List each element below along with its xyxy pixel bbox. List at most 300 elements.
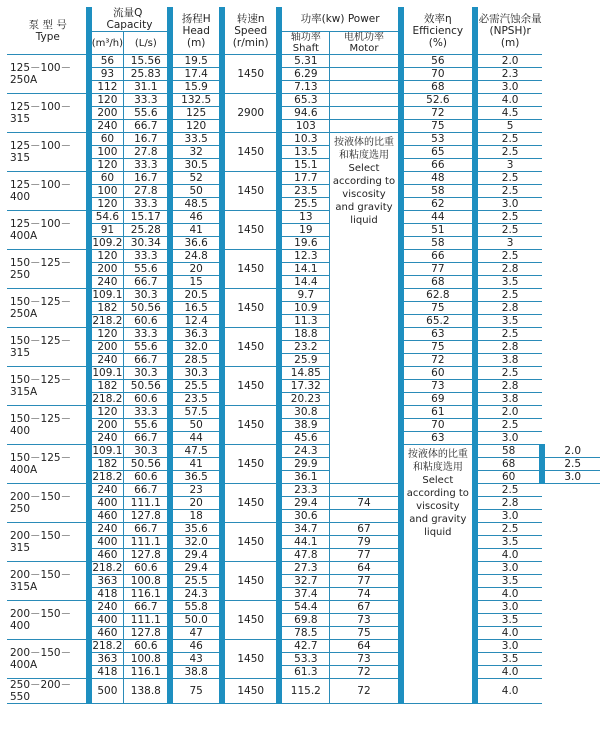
npsh-cell: 2.8 bbox=[475, 497, 542, 510]
efficiency-cell: 44 bbox=[401, 211, 475, 224]
speed-cell: 1450 bbox=[222, 172, 279, 211]
pump-type-cell: 150－125－315 bbox=[7, 328, 89, 367]
table-row bbox=[7, 458, 600, 471]
efficiency-cell: 62 bbox=[401, 198, 475, 211]
efficiency-cell: 79 bbox=[330, 536, 401, 549]
npsh-cell: 4.0 bbox=[475, 94, 542, 107]
head-cell: 25.5 bbox=[170, 380, 222, 393]
npsh-cell: 3.8 bbox=[475, 393, 542, 406]
header-npsh bbox=[475, 7, 542, 55]
capacity-ls-cell: 55.6 bbox=[124, 341, 171, 354]
pump-type-cell: 150－125－400 bbox=[7, 406, 89, 445]
head-cell: 36.3 bbox=[170, 328, 222, 341]
table-row bbox=[7, 302, 600, 315]
efficiency-cell: 72 bbox=[330, 679, 401, 704]
speed-cell: 1450 bbox=[222, 133, 279, 172]
motor-note-line: according to bbox=[332, 176, 396, 187]
pump-type-cell: 125－100－400A bbox=[7, 211, 89, 250]
table-row bbox=[7, 549, 600, 562]
shaft-power-cell: 11.3 bbox=[279, 315, 329, 328]
efficiency-cell: 66 bbox=[401, 159, 475, 172]
head-cell: 52 bbox=[170, 172, 222, 185]
capacity-ls-cell: 55.6 bbox=[124, 263, 171, 276]
header-speed-en: Speed bbox=[234, 24, 268, 37]
capacity-ls-cell: 66.7 bbox=[124, 276, 171, 289]
capacity-ls-cell: 66.7 bbox=[124, 354, 171, 367]
pump-type-cell: 125－100－400 bbox=[7, 172, 89, 211]
shaft-power-cell: 5.31 bbox=[279, 55, 329, 68]
npsh-cell: 3.0 bbox=[475, 640, 542, 653]
efficiency-cell: 73 bbox=[330, 653, 401, 666]
table-row bbox=[7, 224, 600, 237]
capacity-m3h-cell: 418 bbox=[89, 666, 124, 679]
header-speed bbox=[222, 7, 279, 55]
header-type-en: Type bbox=[35, 30, 60, 43]
shaft-power-cell: 12.3 bbox=[279, 250, 329, 263]
efficiency-cell bbox=[330, 510, 401, 523]
table-row bbox=[7, 55, 600, 68]
header-head-cn: 扬程H bbox=[181, 12, 211, 25]
table-row bbox=[7, 198, 600, 211]
shaft-power-cell: 44.1 bbox=[279, 536, 329, 549]
shaft-power-cell: 17.7 bbox=[279, 172, 329, 185]
capacity-m3h-cell: 100 bbox=[89, 146, 124, 159]
speed-cell: 1450 bbox=[222, 679, 279, 704]
npsh-cell: 3.0 bbox=[475, 510, 542, 523]
shaft-power-cell: 30.8 bbox=[279, 406, 329, 419]
head-cell: 46 bbox=[170, 211, 222, 224]
shaft-power-cell: 61.3 bbox=[279, 666, 329, 679]
pump-type-cell: 150－125－315A bbox=[7, 367, 89, 406]
head-cell: 18 bbox=[170, 510, 222, 523]
table-row bbox=[7, 211, 600, 224]
efficiency-cell: 53 bbox=[401, 133, 475, 146]
capacity-m3h-cell: 200 bbox=[89, 419, 124, 432]
npsh-cell: 2.8 bbox=[475, 341, 542, 354]
header-eff-cn: 效率η bbox=[424, 12, 452, 25]
shaft-power-cell: 37.4 bbox=[279, 588, 329, 601]
npsh-cell: 3 bbox=[475, 159, 542, 172]
table-row bbox=[7, 445, 600, 458]
pump-type-cell: 125－100－315 bbox=[7, 94, 89, 133]
table-row bbox=[7, 263, 600, 276]
motor-note-line: 和粘度选用 bbox=[338, 150, 389, 161]
table-row bbox=[7, 237, 600, 250]
table-row bbox=[7, 432, 600, 445]
speed-cell: 1450 bbox=[222, 367, 279, 406]
capacity-ls-cell: 66.7 bbox=[124, 432, 171, 445]
capacity-m3h-cell: 112 bbox=[89, 81, 124, 94]
motor-power-cell bbox=[330, 107, 401, 120]
speed-cell: 1450 bbox=[222, 445, 279, 484]
header-power: 功率(kw) Power bbox=[279, 7, 400, 32]
capacity-ls-cell: 30.3 bbox=[124, 367, 171, 380]
shaft-power-cell: 69.8 bbox=[279, 614, 329, 627]
npsh-cell: 3.0 bbox=[475, 81, 542, 94]
capacity-ls-cell: 33.3 bbox=[124, 328, 171, 341]
npsh-cell: 2.8 bbox=[475, 380, 542, 393]
head-cell: 33.5 bbox=[170, 133, 222, 146]
shaft-power-cell: 7.13 bbox=[279, 81, 329, 94]
efficiency-cell: 61 bbox=[401, 406, 475, 419]
capacity-ls-cell: 25.28 bbox=[124, 224, 171, 237]
head-cell: 44 bbox=[170, 432, 222, 445]
head-cell: 50 bbox=[170, 419, 222, 432]
shaft-power-cell: 47.8 bbox=[279, 549, 329, 562]
pump-type-cell: 150－125－400A bbox=[7, 445, 89, 484]
capacity-ls-cell: 30.3 bbox=[124, 445, 171, 458]
npsh-cell: 3.8 bbox=[475, 354, 542, 367]
efficiency-cell bbox=[330, 484, 401, 497]
capacity-m3h-cell: 460 bbox=[89, 627, 124, 640]
motor-note-line: and gravity bbox=[335, 202, 393, 213]
capacity-ls-cell: 66.7 bbox=[124, 523, 171, 536]
header-speed-unit: (r/min) bbox=[232, 36, 269, 49]
capacity-m3h-cell: 240 bbox=[89, 120, 124, 133]
capacity-ls-cell: 31.1 bbox=[124, 81, 171, 94]
speed-cell: 1450 bbox=[222, 250, 279, 289]
efficiency-cell: 70 bbox=[401, 68, 475, 81]
capacity-ls-cell: 111.1 bbox=[124, 536, 171, 549]
speed-cell: 1450 bbox=[222, 55, 279, 94]
efficiency-cell: 73 bbox=[401, 380, 475, 393]
efficiency-cell: 62.8 bbox=[401, 289, 475, 302]
header-head-unit: (m) bbox=[186, 36, 206, 49]
header-shaft-cn: 轴功率 bbox=[290, 32, 321, 43]
head-cell: 19.5 bbox=[170, 55, 222, 68]
capacity-m3h-cell: 109.1 bbox=[89, 445, 124, 458]
table-row bbox=[7, 380, 600, 393]
header-eff-unit: (%) bbox=[428, 36, 447, 49]
header-capacity-en: Capacity bbox=[106, 19, 153, 31]
efficiency-cell: 72 bbox=[401, 354, 475, 367]
pump-type-cell: 200－150－400 bbox=[7, 601, 89, 640]
shaft-power-cell: 20.23 bbox=[279, 393, 329, 406]
capacity-m3h-cell: 200 bbox=[89, 341, 124, 354]
efficiency-cell: 63 bbox=[401, 432, 475, 445]
npsh-cell: 2.5 bbox=[475, 211, 542, 224]
efficiency-cell: 75 bbox=[401, 341, 475, 354]
head-cell: 38.8 bbox=[170, 666, 222, 679]
speed-cell: 1450 bbox=[222, 640, 279, 679]
table-row bbox=[7, 523, 600, 536]
capacity-m3h-cell: 120 bbox=[89, 406, 124, 419]
table-row bbox=[7, 640, 600, 653]
head-cell: 28.5 bbox=[170, 354, 222, 367]
table-row bbox=[7, 107, 600, 120]
shaft-power-cell: 23.3 bbox=[279, 484, 329, 497]
capacity-m3h-cell: 109.1 bbox=[89, 367, 124, 380]
table-row bbox=[7, 328, 600, 341]
head-cell: 12.4 bbox=[170, 315, 222, 328]
shaft-power-cell: 17.32 bbox=[279, 380, 329, 393]
efficiency-cell: 72 bbox=[401, 107, 475, 120]
head-cell: 15.9 bbox=[170, 81, 222, 94]
capacity-m3h-cell: 400 bbox=[89, 536, 124, 549]
efficiency-cell: 77 bbox=[401, 263, 475, 276]
efficiency-cell: 58 bbox=[475, 445, 542, 458]
table-row bbox=[7, 341, 600, 354]
capacity-m3h-cell: 240 bbox=[89, 432, 124, 445]
capacity-m3h-cell: 363 bbox=[89, 575, 124, 588]
capacity-m3h-cell: 120 bbox=[89, 94, 124, 107]
table-body bbox=[7, 55, 600, 704]
capacity-ls-cell: 60.6 bbox=[124, 315, 171, 328]
capacity-m3h-cell: 460 bbox=[89, 549, 124, 562]
table-row bbox=[7, 185, 600, 198]
header-eff-en: Efficiency bbox=[412, 24, 464, 37]
header-motor-cn: 电机功率 bbox=[343, 32, 384, 43]
header-capacity-unit1: (m³/h) bbox=[89, 32, 124, 55]
speed-cell: 1450 bbox=[222, 484, 279, 523]
capacity-m3h-cell: 200 bbox=[89, 107, 124, 120]
shaft-power-cell: 53.3 bbox=[279, 653, 329, 666]
header-motor bbox=[330, 32, 401, 55]
pump-type-cell: 125－100－315 bbox=[7, 133, 89, 172]
motor-note-line: liquid bbox=[424, 527, 452, 538]
shaft-power-cell: 23.2 bbox=[279, 341, 329, 354]
capacity-ls-cell: 138.8 bbox=[124, 679, 171, 704]
capacity-ls-cell: 100.8 bbox=[124, 575, 171, 588]
table-row bbox=[7, 406, 600, 419]
header-npsh-unit: (m) bbox=[500, 36, 520, 49]
npsh-cell: 2.5 bbox=[475, 484, 542, 497]
pump-type-cell: 200－150－315A bbox=[7, 562, 89, 601]
shaft-power-cell: 24.3 bbox=[279, 445, 329, 458]
shaft-power-cell: 115.2 bbox=[279, 679, 329, 704]
capacity-ls-cell: 127.8 bbox=[124, 627, 171, 640]
table-row bbox=[7, 575, 600, 588]
capacity-ls-cell: 15.17 bbox=[124, 211, 171, 224]
capacity-ls-cell: 50.56 bbox=[124, 302, 171, 315]
table-row bbox=[7, 250, 600, 263]
capacity-m3h-cell: 60 bbox=[89, 172, 124, 185]
npsh-cell: 3.5 bbox=[475, 276, 542, 289]
npsh-cell: 2.5 bbox=[475, 328, 542, 341]
capacity-ls-cell: 30.34 bbox=[124, 237, 171, 250]
capacity-ls-cell: 111.1 bbox=[124, 614, 171, 627]
head-cell: 47.5 bbox=[170, 445, 222, 458]
header-npsh-en: (NPSH)r bbox=[489, 24, 531, 37]
head-cell: 132.5 bbox=[170, 94, 222, 107]
pump-type-cell: 125－100－250A bbox=[7, 55, 89, 94]
efficiency-cell: 74 bbox=[330, 588, 401, 601]
head-cell: 46 bbox=[170, 640, 222, 653]
head-cell: 30.5 bbox=[170, 159, 222, 172]
capacity-ls-cell: 50.56 bbox=[124, 380, 171, 393]
npsh-cell: 3.5 bbox=[475, 315, 542, 328]
header-capacity-cn: 流量Q bbox=[113, 7, 143, 19]
head-cell: 57.5 bbox=[170, 406, 222, 419]
efficiency-cell: 67 bbox=[330, 523, 401, 536]
shaft-power-cell: 10.9 bbox=[279, 302, 329, 315]
npsh-cell: 2.0 bbox=[475, 406, 542, 419]
efficiency-cell: 66 bbox=[401, 250, 475, 263]
npsh-cell: 4.0 bbox=[475, 666, 542, 679]
shaft-power-cell: 25.5 bbox=[279, 198, 329, 211]
efficiency-cell: 56 bbox=[401, 55, 475, 68]
efficiency-cell: 60 bbox=[475, 471, 542, 484]
npsh-cell: 3.0 bbox=[475, 432, 542, 445]
header-capacity bbox=[89, 7, 171, 32]
pump-type-cell: 250－200－550 bbox=[7, 679, 89, 704]
head-cell: 24.8 bbox=[170, 250, 222, 263]
motor-power-cell bbox=[330, 81, 401, 94]
capacity-m3h-cell: 109.2 bbox=[89, 237, 124, 250]
table-row bbox=[7, 68, 600, 81]
header-speed-cn: 转速n bbox=[236, 12, 265, 25]
head-cell: 30.3 bbox=[170, 367, 222, 380]
capacity-ls-cell: 33.3 bbox=[124, 94, 171, 107]
motor-power-cell bbox=[330, 94, 401, 107]
npsh-cell: 2.5 bbox=[475, 185, 542, 198]
table-row bbox=[7, 484, 600, 497]
efficiency-cell: 58 bbox=[401, 237, 475, 250]
shaft-power-cell: 103 bbox=[279, 120, 329, 133]
npsh-cell: 4.0 bbox=[475, 679, 542, 704]
speed-cell: 1450 bbox=[222, 289, 279, 328]
capacity-m3h-cell: 91 bbox=[89, 224, 124, 237]
pump-type-cell: 200－150－250 bbox=[7, 484, 89, 523]
npsh-cell: 2.0 bbox=[475, 55, 542, 68]
efficiency-cell: 64 bbox=[330, 562, 401, 575]
head-cell: 47 bbox=[170, 627, 222, 640]
head-cell: 35.6 bbox=[170, 523, 222, 536]
efficiency-cell: 68 bbox=[401, 276, 475, 289]
capacity-m3h-cell: 218.2 bbox=[89, 393, 124, 406]
efficiency-cell: 68 bbox=[401, 81, 475, 94]
npsh-cell: 3.5 bbox=[475, 536, 542, 549]
capacity-ls-cell: 55.6 bbox=[124, 107, 171, 120]
npsh-cell: 3.5 bbox=[475, 614, 542, 627]
capacity-m3h-cell: 54.6 bbox=[89, 211, 124, 224]
header-head bbox=[170, 7, 222, 55]
npsh-cell: 4.5 bbox=[475, 107, 542, 120]
capacity-m3h-cell: 218.2 bbox=[89, 562, 124, 575]
capacity-m3h-cell: 240 bbox=[89, 601, 124, 614]
table-row bbox=[7, 120, 600, 133]
capacity-ls-cell: 16.7 bbox=[124, 133, 171, 146]
motor-note-line: 按液体的比重 bbox=[407, 449, 468, 460]
efficiency-cell: 68 bbox=[475, 458, 542, 471]
capacity-m3h-cell: 120 bbox=[89, 328, 124, 341]
head-cell: 32.0 bbox=[170, 536, 222, 549]
table-row bbox=[7, 614, 600, 627]
capacity-m3h-cell: 363 bbox=[89, 653, 124, 666]
shaft-power-cell: 13.5 bbox=[279, 146, 329, 159]
efficiency-cell: 67 bbox=[330, 601, 401, 614]
shaft-power-cell: 29.4 bbox=[279, 497, 329, 510]
speed-cell: 1450 bbox=[222, 562, 279, 601]
capacity-ls-cell: 33.3 bbox=[124, 406, 171, 419]
head-cell: 36.5 bbox=[170, 471, 222, 484]
npsh-cell: 2.0 bbox=[542, 445, 600, 458]
pump-performance-table bbox=[7, 7, 600, 704]
shaft-power-cell: 54.4 bbox=[279, 601, 329, 614]
shaft-power-cell: 15.1 bbox=[279, 159, 329, 172]
efficiency-cell: 69 bbox=[401, 393, 475, 406]
table-row bbox=[7, 653, 600, 666]
npsh-cell: 4.0 bbox=[475, 549, 542, 562]
motor-note-line: Select bbox=[348, 163, 380, 174]
table-row bbox=[7, 276, 600, 289]
motor-power-cell bbox=[330, 120, 401, 133]
head-cell: 25.5 bbox=[170, 575, 222, 588]
motor-note-line: viscosity bbox=[416, 501, 460, 512]
efficiency-cell: 58 bbox=[401, 185, 475, 198]
npsh-cell: 2.5 bbox=[475, 367, 542, 380]
header-type-cn: 泵 型 号 bbox=[28, 18, 67, 31]
npsh-cell: 2.5 bbox=[475, 289, 542, 302]
capacity-m3h-cell: 93 bbox=[89, 68, 124, 81]
table-row bbox=[7, 172, 600, 185]
npsh-cell: 4.0 bbox=[475, 627, 542, 640]
npsh-cell: 3 bbox=[475, 237, 542, 250]
speed-cell: 1450 bbox=[222, 523, 279, 562]
table-row bbox=[7, 289, 600, 302]
shaft-power-cell: 34.7 bbox=[279, 523, 329, 536]
efficiency-cell: 65.2 bbox=[401, 315, 475, 328]
table-row bbox=[7, 94, 600, 107]
motor-note-line: viscosity bbox=[342, 189, 386, 200]
table-header bbox=[7, 7, 600, 55]
capacity-m3h-cell: 460 bbox=[89, 510, 124, 523]
head-cell: 36.6 bbox=[170, 237, 222, 250]
efficiency-cell: 77 bbox=[330, 549, 401, 562]
efficiency-cell: 75 bbox=[330, 627, 401, 640]
header-shaft bbox=[279, 32, 329, 55]
capacity-ls-cell: 16.7 bbox=[124, 172, 171, 185]
pump-type-cell: 200－150－315 bbox=[7, 523, 89, 562]
capacity-m3h-cell: 56 bbox=[89, 55, 124, 68]
shaft-power-cell: 14.1 bbox=[279, 263, 329, 276]
speed-cell: 1450 bbox=[222, 211, 279, 250]
capacity-m3h-cell: 240 bbox=[89, 354, 124, 367]
shaft-power-cell: 29.9 bbox=[279, 458, 329, 471]
capacity-ls-cell: 60.6 bbox=[124, 640, 171, 653]
table-row bbox=[7, 588, 600, 601]
motor-note-line: 按液体的比重 bbox=[333, 137, 394, 148]
capacity-ls-cell: 27.8 bbox=[124, 146, 171, 159]
efficiency-cell: 77 bbox=[330, 575, 401, 588]
table-row bbox=[7, 562, 600, 575]
capacity-m3h-cell: 400 bbox=[89, 497, 124, 510]
speed-cell: 1450 bbox=[222, 328, 279, 367]
capacity-ls-cell: 25.83 bbox=[124, 68, 171, 81]
capacity-m3h-cell: 218.2 bbox=[89, 640, 124, 653]
npsh-cell: 2.5 bbox=[475, 523, 542, 536]
head-cell: 50 bbox=[170, 185, 222, 198]
shaft-power-cell: 36.1 bbox=[279, 471, 329, 484]
speed-cell: 1450 bbox=[222, 406, 279, 445]
table-row bbox=[7, 471, 600, 484]
shaft-power-cell: 6.29 bbox=[279, 68, 329, 81]
efficiency-cell: 60 bbox=[401, 367, 475, 380]
capacity-ls-cell: 60.6 bbox=[124, 471, 171, 484]
efficiency-cell: 63 bbox=[401, 328, 475, 341]
speed-cell: 2900 bbox=[222, 94, 279, 133]
shaft-power-cell: 65.3 bbox=[279, 94, 329, 107]
head-cell: 20 bbox=[170, 497, 222, 510]
shaft-power-cell: 30.6 bbox=[279, 510, 329, 523]
motor-note-line: Select bbox=[422, 475, 454, 486]
head-cell: 24.3 bbox=[170, 588, 222, 601]
shaft-power-cell: 23.5 bbox=[279, 185, 329, 198]
head-cell: 23 bbox=[170, 484, 222, 497]
npsh-cell: 2.8 bbox=[475, 302, 542, 315]
capacity-ls-cell: 127.8 bbox=[124, 510, 171, 523]
capacity-m3h-cell: 120 bbox=[89, 198, 124, 211]
